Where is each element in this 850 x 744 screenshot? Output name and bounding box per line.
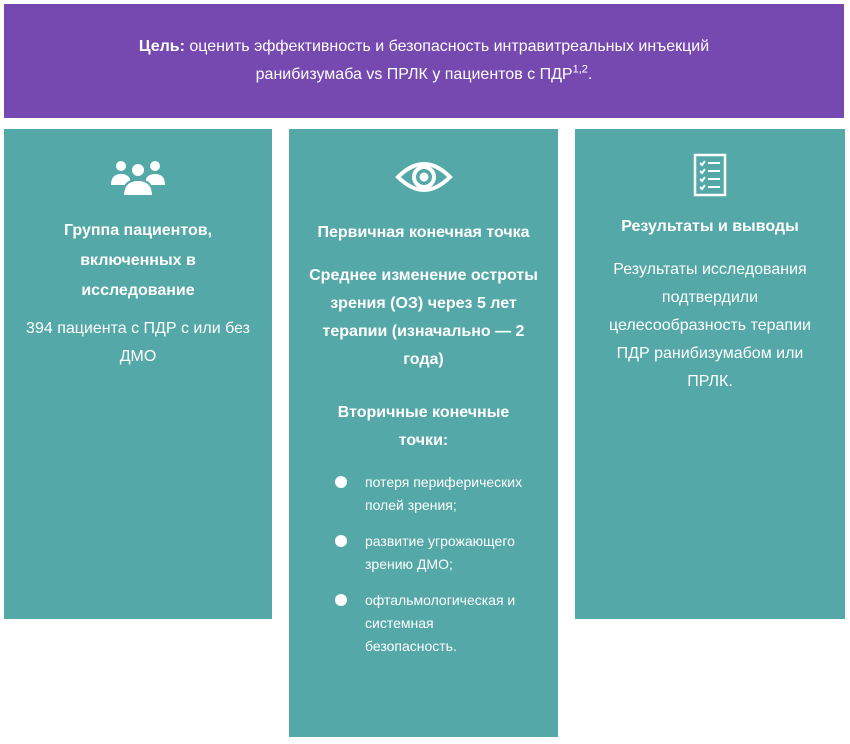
secondary-endpoints-heading: Вторичные конечные точки: (337, 404, 510, 449)
objective-reference: 1,2 (572, 63, 588, 76)
list-item-text: потеря периферических полей зрения; (365, 474, 523, 513)
patients-heading: Группа пациентов, включенных в исследование (63, 222, 213, 299)
results-heading: Результаты и выводы (621, 218, 799, 235)
list-item-text: офтальмологическая и системная безопасность. (365, 592, 516, 654)
objective-end: . (587, 66, 593, 83)
bullet-icon (335, 476, 347, 488)
secondary-endpoints-list (289, 471, 558, 671)
results-text: Результаты исследования подтвердили целесообразность терапии ПДР ранибизумабом или ПРЛК. (609, 261, 811, 390)
objective-text (104, 33, 744, 89)
objective-banner (4, 4, 844, 118)
checklist-icon (575, 153, 845, 197)
list-item (365, 471, 528, 517)
primary-endpoint-text: Среднее изменение остроты зрения (ОЗ) через 5 лет терапии (изначально — 2 года) (309, 267, 538, 368)
objective-label: Цель: (138, 38, 185, 55)
list-item (365, 589, 528, 658)
people-group-icon (4, 157, 272, 197)
list-item (365, 530, 528, 576)
bullet-icon (335, 535, 347, 547)
eye-icon (289, 157, 558, 197)
primary-endpoint-heading: Первичная конечная точка (317, 224, 530, 241)
list-item-text: развитие угрожающего зрению ДМО; (365, 533, 515, 572)
objective-body: оценить эффективность и безопасность интравитреальных инъекций ранибизумаба vs ПРЛК у пациентов с ПДР (184, 38, 710, 83)
patients-card (4, 129, 272, 619)
bullet-icon (335, 594, 347, 606)
results-card (575, 129, 845, 619)
patients-text: 394 пациента с ПДР с или без ДМО (26, 320, 250, 365)
endpoints-card (289, 129, 558, 737)
